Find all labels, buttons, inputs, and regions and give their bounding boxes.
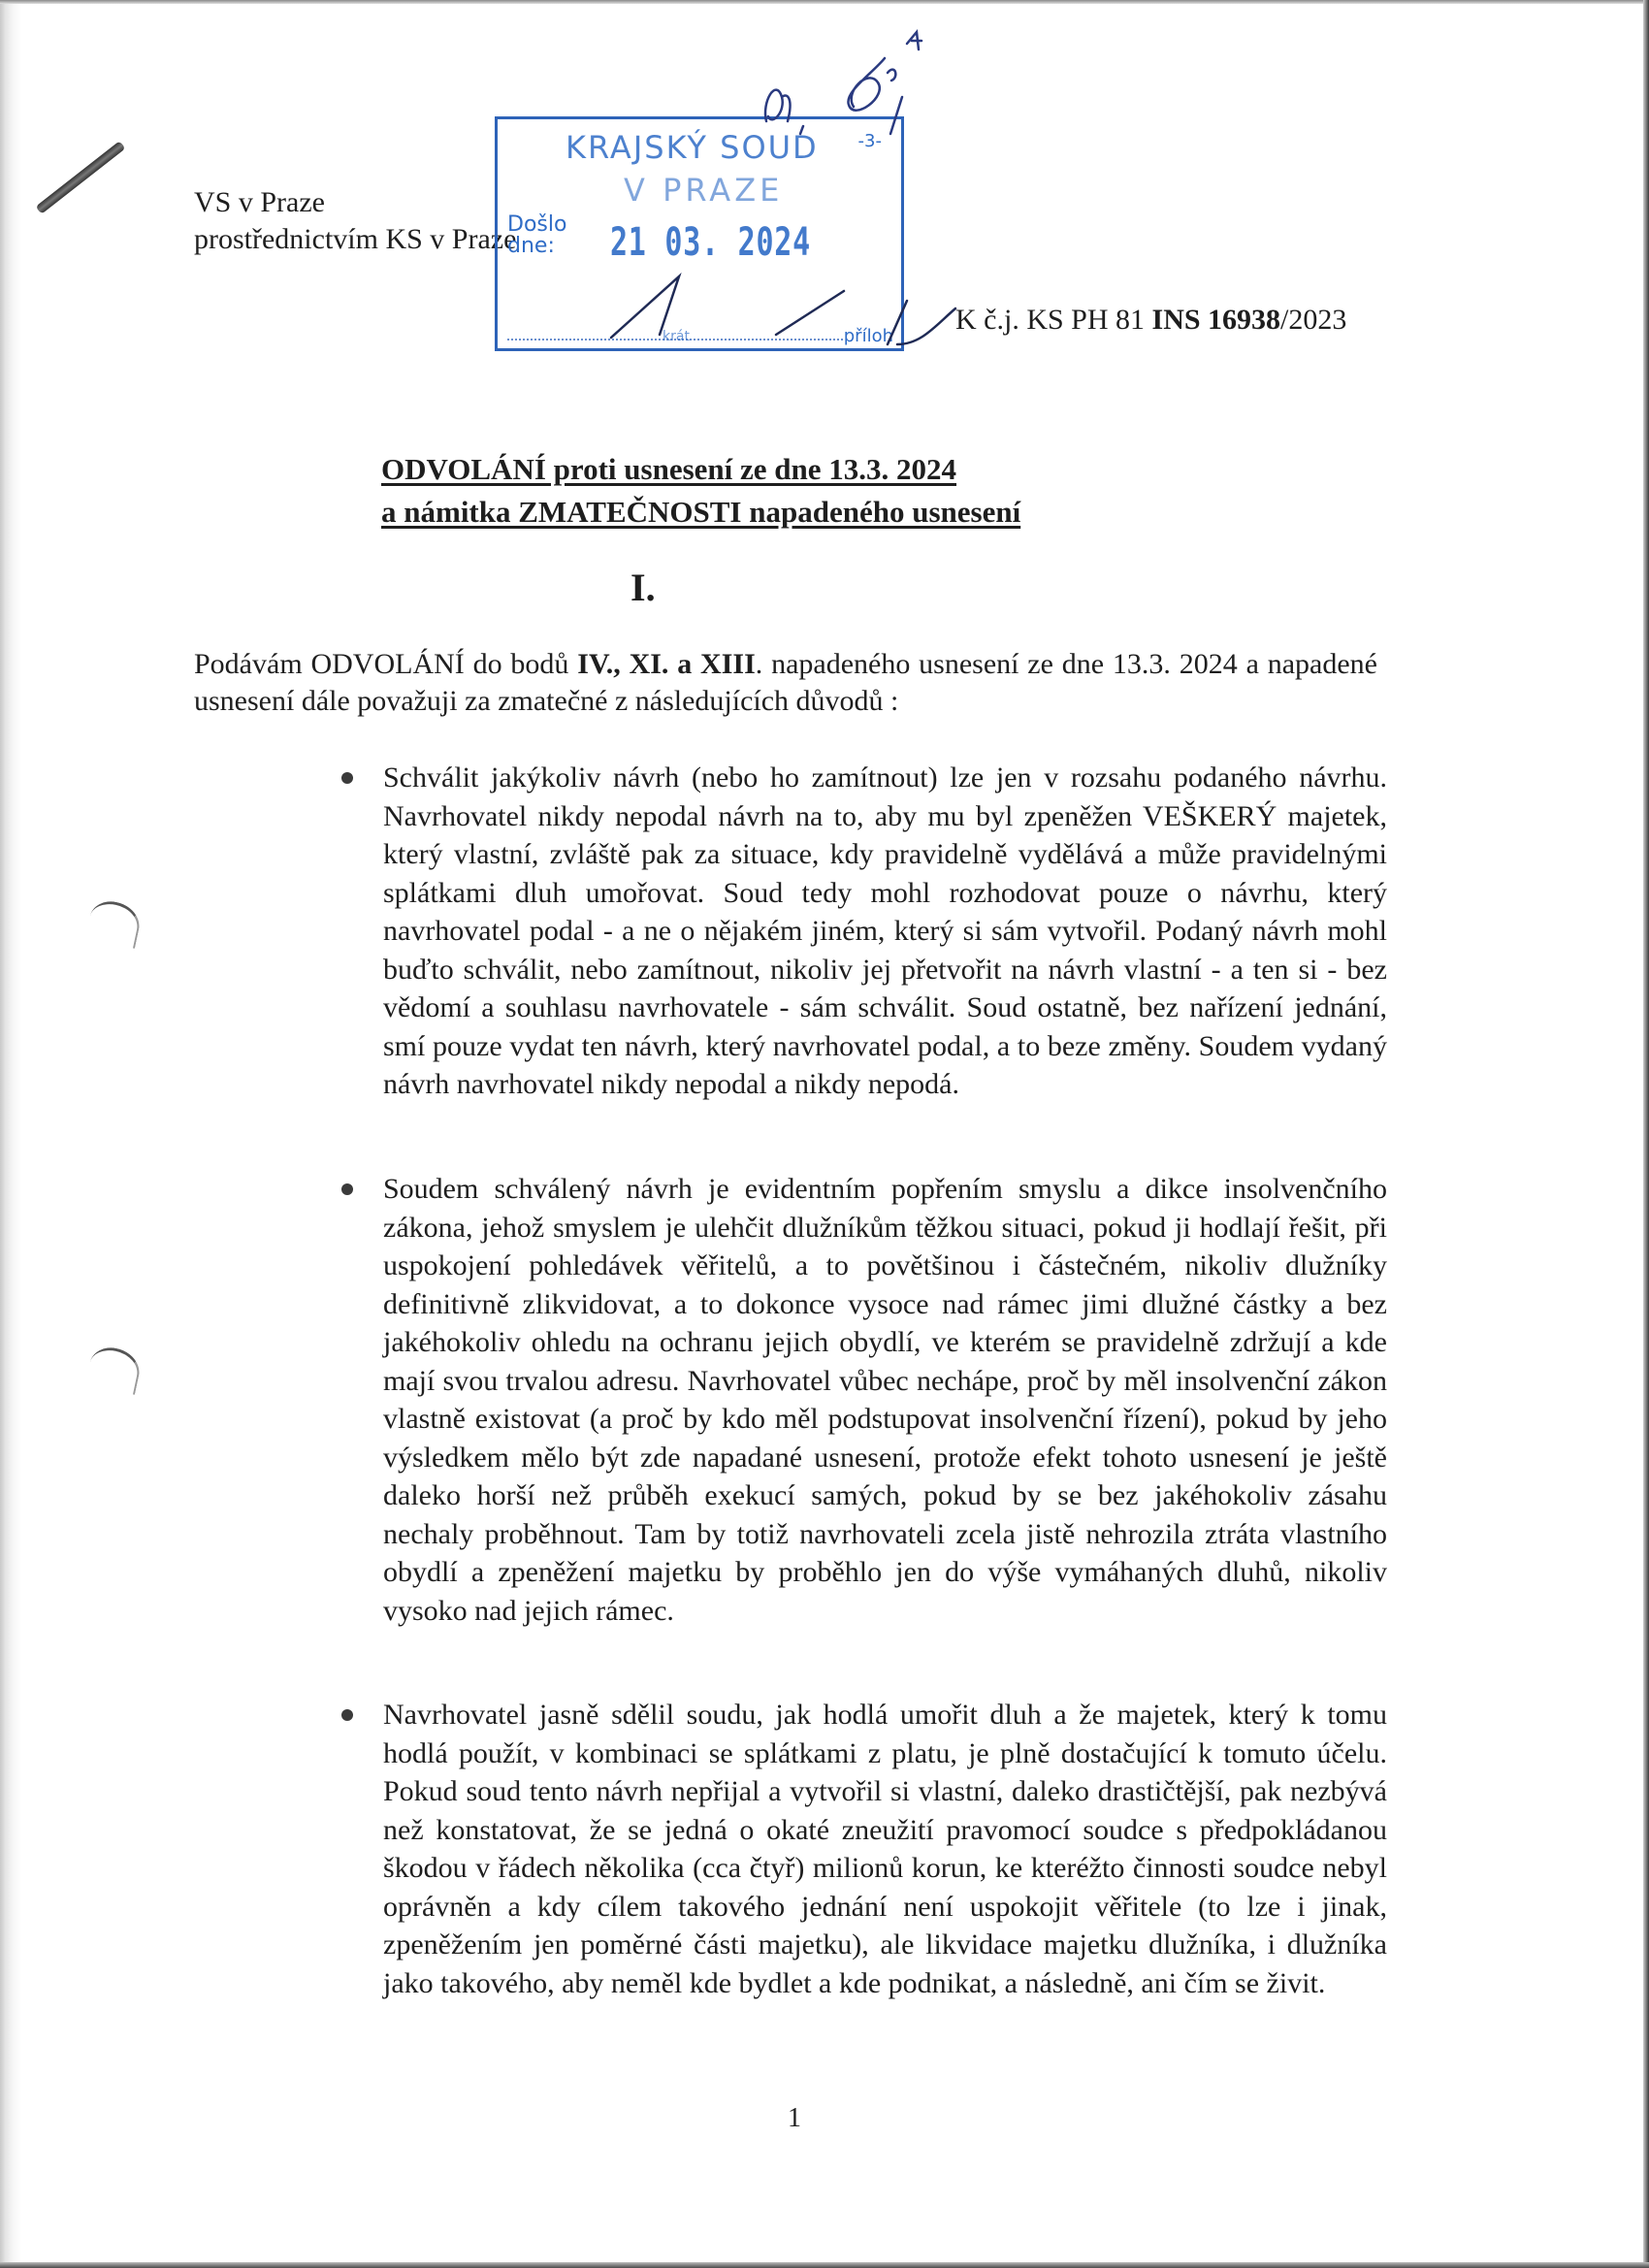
scan-top-edge bbox=[0, 0, 1649, 4]
scan-bottom-edge bbox=[0, 2262, 1649, 2268]
recipient-line-2: prostřednictvím KS v Praze bbox=[194, 223, 517, 255]
recipient-line-1: VS v Praze bbox=[194, 186, 325, 218]
bullet-icon bbox=[341, 1709, 353, 1721]
scan-right-edge bbox=[1643, 0, 1649, 2268]
stamp-court-city: V PRAZE bbox=[624, 172, 784, 209]
stamp-date: 21 03. 2024 bbox=[610, 220, 811, 265]
bullet-text: Soudem schválený návrh je evidentním popřením smyslu a dikce insolvenčního zákona, jehož smyslem je ulehčit dlužníkům těžkou situaci, pokud ji hodlají řešit, při uspokojení pohledávek věřitelů, a to povětšinou i částečném, nikoliv dlužníky definitivně zlikvidovat, a to dokonce vysoce nad rámec jimi dlužné částky a bez jakéhokoliv ohledu na ochranu jejich obydlí, ve kterém se pravidelně zdržují a kde mají svou trvalou adresu. Navrhovatel vůbec nechápe, proč by měl insolvenční zákon vlastně existovat (a proč by kdo měl podstupovat insolvenční řízení), pokud by jeho výsledkem mělo být zde napadané usnesení, protože efekt tohoto usnesení je ještě daleko horší než průběh exekucí samých, pokud by se bez jakéhokoliv zásahu nechaly proběhnout. Tam by totiž navrhovateli zcela jistě nehrozila ztráta vlastního obydlí a zpeněžení majetku by proběhlo jen do výše vymáhaných dluhů, nikoliv vysoko nad jejich rámec. bbox=[383, 1173, 1387, 1627]
title-line-1: ODVOLÁNÍ proti usnesení ze dne 13.3. 2024 bbox=[381, 452, 957, 486]
intro-paragraph: Podávám ODVOLÁNÍ do bodů IV., XI. a XIII. napadeného usnesení ze dne 13.3. 2024 a napadené usnesení dále považuji za zmatečné z následujících důvodů : bbox=[194, 648, 1377, 717]
case-reference: K č.j. KS PH 81 INS 16938/2023 bbox=[955, 304, 1347, 336]
court-received-stamp bbox=[495, 116, 904, 351]
staple-mark bbox=[36, 141, 126, 214]
recipient-address bbox=[194, 184, 516, 258]
stamp-court-name: KRAJSKÝ SOUD bbox=[566, 129, 819, 166]
bullet-text: Schválit jakýkoliv návrh (nebo ho zamítnout) lze jen v rozsahu podaného návrhu. Navrhovatel nikdy nepodal návrh na to, aby mu byl zpeněžen VEŠKERÝ majetek, který vlastní, zvláště pak za situace, kdy pravidelně vydělává a může pravidelnými splátkami dluh umořovat. Soud tedy mohl rozhodovat pouze o návrhu, který navrhovatel podal - a ne o nějakém jiném, který si sám vytvořil. Podaný návrh mohl buďto schválit, nebo zamítnout, nikoliv jej přetvořit na návrh vlastní - a ten si - bez vědomí a souhlasu navrhovatele - sám schválit. Soud ostatně, bez nařízení jednání, smí pouze vydat ten návrh, který navrhovatel podal, a to beze změny. Soudem vydaný návrh navrhovatel nikdy nepodal a nikdy nepodá. bbox=[383, 761, 1387, 1100]
punch-hole-mark bbox=[85, 897, 144, 949]
page-number: 1 bbox=[788, 2103, 801, 2133]
punch-hole-mark bbox=[85, 1344, 144, 1395]
bullet-icon bbox=[341, 772, 353, 784]
document-title bbox=[381, 448, 1020, 534]
stamp-sheets-label: krát bbox=[663, 329, 690, 344]
title-line-2: a námitka ZMATEČNOSTI napadeného usnesení bbox=[381, 495, 1021, 529]
scan-left-edge bbox=[0, 0, 21, 2268]
bullet-text: Navrhovatel jasně sdělil soudu, jak hodlá umořit dluh a že majetek, který k tomu hodlá použít, v kombinaci se splátkami z platu, je plně dostačující k tomuto účelu. Pokud soud tento návrh nepřijal a vytvořil si vlastní, daleko drastičtější, pak nezbývá než konstatovat, že se jedná o okaté zneužití pravomocí soudce s předpokládanou škodou v řádech několika (cca čtyř) milionů korun, ke kteréžto činnosti soudce nebyl oprávněn a kdy cílem takového jednání není uspokojit věřitele (to lze i jinak, zpeněžením jen poměrné části majetku), ale likvidace majetku dlužníka, i dlužníka jako takového, aby neměl kde bydlet a kde podnikat, a následně, ani čím se živit. bbox=[383, 1699, 1387, 1999]
stamp-number: -3- bbox=[857, 131, 882, 151]
bullet-icon bbox=[341, 1183, 353, 1195]
section-heading: I. bbox=[630, 566, 656, 609]
stamp-received-label: Došlo dne: bbox=[507, 212, 567, 258]
stamp-attachments-label: příloh bbox=[843, 326, 893, 346]
